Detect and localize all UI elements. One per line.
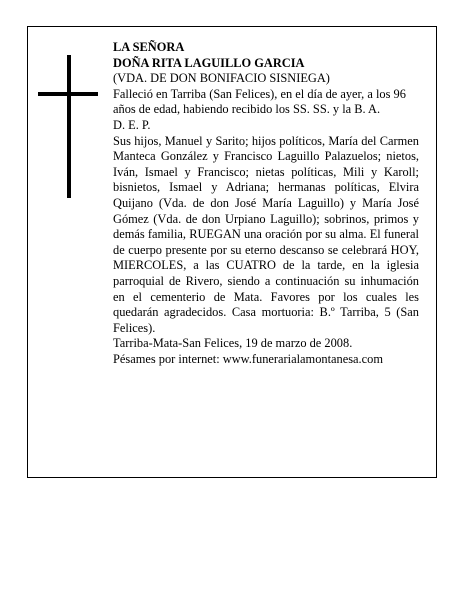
obituary-text — [113, 40, 419, 367]
cross-horizontal-bar — [38, 92, 98, 96]
widow-of: (VDA. DE DON BONIFACIO SISNIEGA) — [113, 71, 330, 86]
family-text: Sus hijos, Manuel y Sarito; hijos políticos, María del Carmen Manteca González y Francisco Laguillo Palazuelos; nietos, Iván, Ismael y Francisco; nietas políticas, Mili y Karoll; bisnietos, Ismael y Adriana; hermanas políticas, Elvira Quijano (Vda. de don José María Laguillo) y María José Gómez (Vda. de don Urpiano Laguillo); sobrinos, primos y demás familia, RUEGAN una oración por su alma. El funeral de cuerpo presente por su eterno descanso se celebrará HOY, MIERCOLES, a las CUATRO de la tarde, en la iglesia parroquial de Rivero, siendo a continuación su inhumación en el cementerio de Mata. Favores por los cuales les quedarán agradecidos. Casa mortuoria: B.º Tarriba, 5 (San Felices). — [113, 133, 419, 335]
notice-title: LA SEÑORA — [113, 40, 185, 54]
death-statement: Falleció en Tarriba (San Felices), en el día de ayer, a los 96 años de edad, habiendo recibido los SS. SS. y la B. A. — [113, 86, 406, 117]
cross-icon — [38, 55, 98, 198]
place-date: Tarriba-Mata-San Felices, 19 de marzo de 2008. — [113, 336, 353, 351]
rip-line: D. E. P. — [113, 117, 151, 132]
cross-vertical-bar — [67, 55, 71, 198]
condolences-line: Pésames por internet: www.funerarialamontanesa.com — [113, 351, 383, 366]
obituary-notice — [27, 26, 437, 478]
deceased-name: DOÑA RITA LAGUILLO GARCIA — [113, 55, 305, 70]
